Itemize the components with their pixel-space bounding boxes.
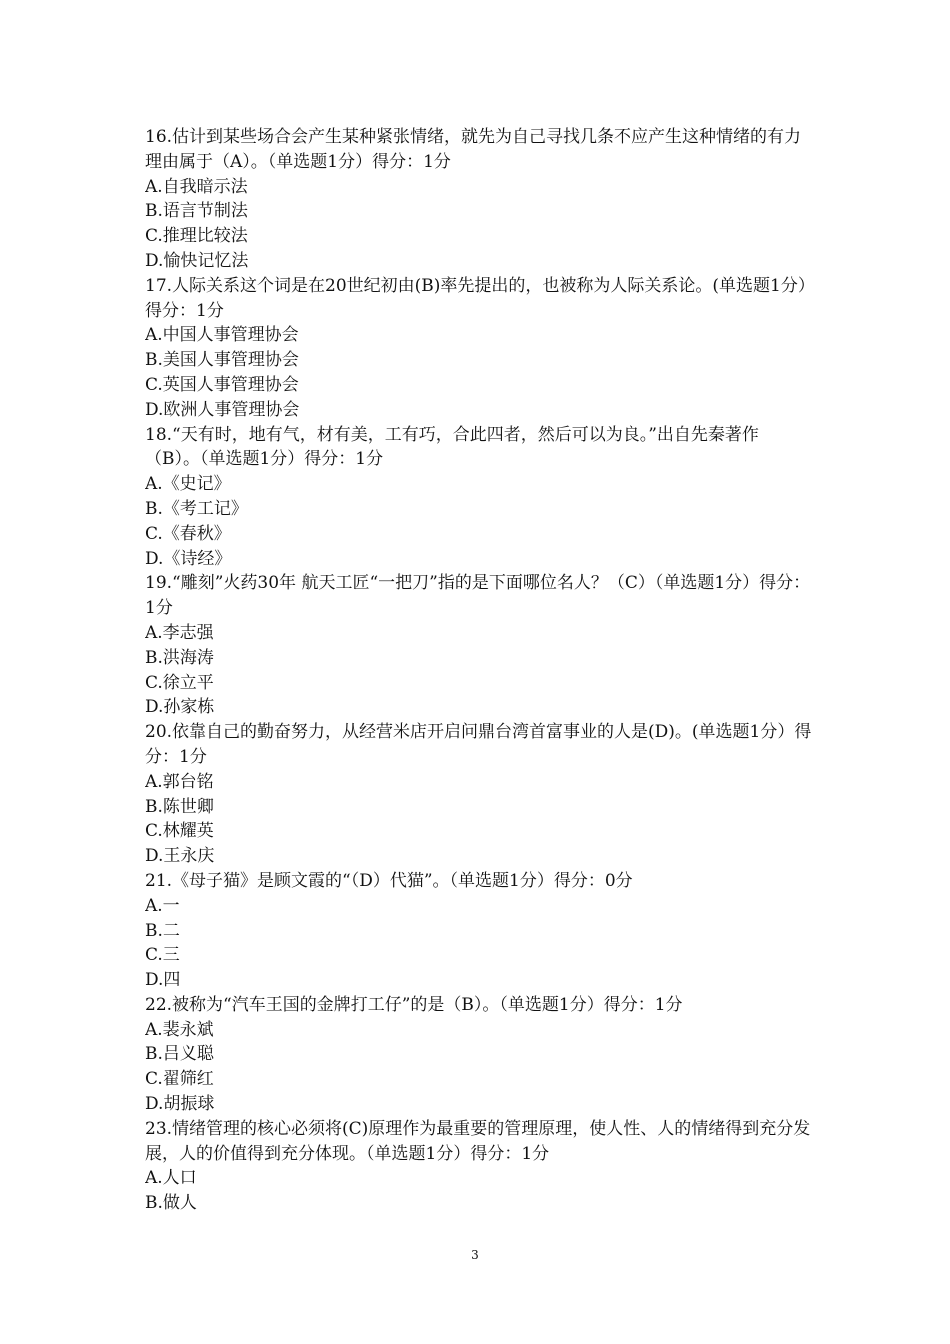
answer-option: D.四 <box>145 970 181 991</box>
answer-option: A.一 <box>145 895 180 916</box>
answer-option: D.愉快记忆法 <box>145 250 249 271</box>
answer-option: B.做人 <box>145 1193 197 1214</box>
question-block <box>145 423 813 572</box>
answer-option: B.陈世卿 <box>145 796 214 817</box>
question-block <box>145 720 813 869</box>
question-block <box>145 571 813 720</box>
question-text: 19.“雕刻”火药30年 航天工匠“一把刀”指的是下面哪位名人？（C）（单选题1分）得分：1分 <box>145 573 811 619</box>
answer-option: D.欧洲人事管理协会 <box>145 399 300 420</box>
answer-option: D.《诗经》 <box>145 548 232 569</box>
answer-option: D.孙家栋 <box>145 697 215 718</box>
answer-option: A.裴永斌 <box>145 1019 214 1040</box>
answer-option: B.《考工记》 <box>145 498 248 519</box>
answer-option: C.英国人事管理协会 <box>145 374 299 395</box>
question-text: 23.情绪管理的核心必须将(C)原理作为最重要的管理原理，使人性、人的情绪得到充分发展，人的价值得到充分体现。（单选题1分）得分：1分 <box>145 1118 811 1164</box>
answer-option: A.《史记》 <box>145 474 231 495</box>
answer-option: A.郭台铭 <box>145 771 214 792</box>
answer-option: A.中国人事管理协会 <box>145 325 299 346</box>
question-text: 17.人际关系这个词是在20世纪初由(B)率先提出的，也被称为人际关系论。(单选题1分）得分：1分 <box>145 275 807 321</box>
page-number: 3 <box>471 1248 479 1262</box>
answer-option: B.语言节制法 <box>145 201 248 222</box>
answer-option: B.吕义聪 <box>145 1044 214 1065</box>
answer-option: C.林耀英 <box>145 821 214 842</box>
question-text: 16.估计到某些场合会产生某种紧张情绪，就先为自己寻找几条不应产生这种情绪的有力理由属于（A）。（单选题1分）得分：1分 <box>145 127 802 172</box>
answer-option: A.李志强 <box>145 622 214 643</box>
answer-option: A.人口 <box>145 1168 197 1189</box>
question-text: 20.依靠自己的勤奋努力，从经营米店开启问鼎台湾首富事业的人是(D)。(单选题1分）得分：1分 <box>145 722 812 767</box>
question-block <box>145 1117 813 1216</box>
answer-option: A.自我暗示法 <box>145 176 248 197</box>
question-text: 18.“天有时，地有气，材有美，工有巧，合此四者，然后可以为良。”出自先秦著作（B）。（单选题1分）得分：1分 <box>145 424 759 470</box>
answer-option: C.翟筛红 <box>145 1069 214 1090</box>
document-body <box>145 125 813 1216</box>
answer-option: C.三 <box>145 945 180 966</box>
answer-option: D.王永庆 <box>145 846 215 867</box>
answer-option: B.二 <box>145 920 180 941</box>
answer-option: B.洪海涛 <box>145 647 214 668</box>
question-block <box>145 993 813 1117</box>
answer-option: C.推理比较法 <box>145 226 248 247</box>
question-block <box>145 274 813 423</box>
question-block <box>145 125 813 274</box>
question-text: 21.《母子猫》是顾文霞的“（D）代猫”。（单选题1分）得分：0分 <box>145 870 633 891</box>
answer-option: D.胡振球 <box>145 1094 215 1115</box>
question-block <box>145 869 813 993</box>
answer-option: C.徐立平 <box>145 672 214 693</box>
question-text: 22.被称为“汽车王国的金牌打工仔”的是（B）。（单选题1分）得分：1分 <box>145 994 683 1015</box>
answer-option: B.美国人事管理协会 <box>145 350 299 371</box>
answer-option: C.《春秋》 <box>145 523 231 544</box>
